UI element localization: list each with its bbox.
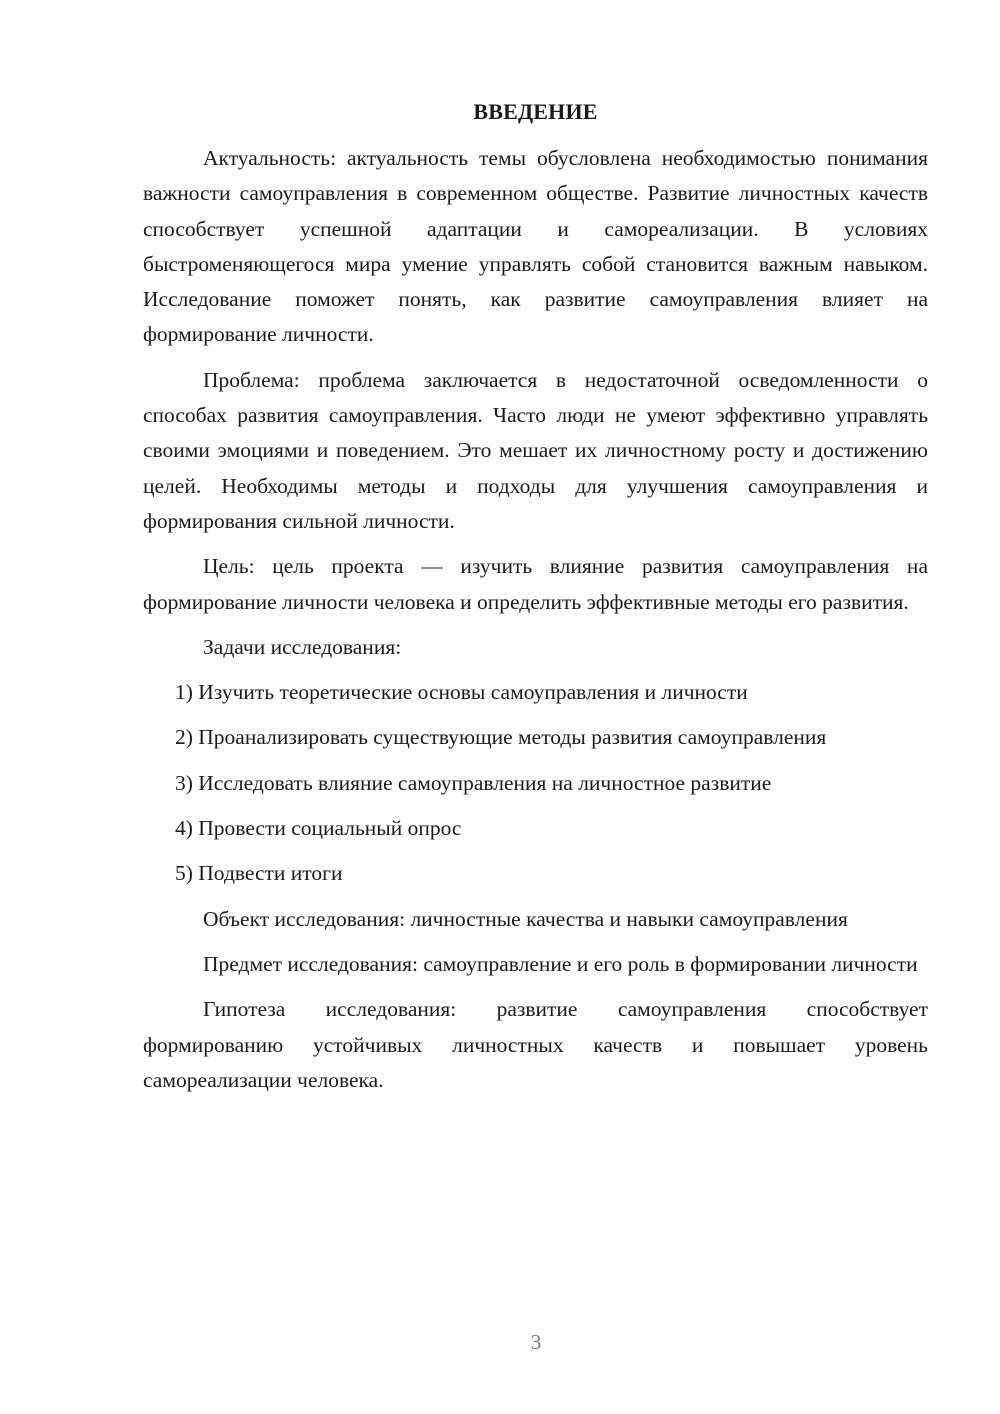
paragraph-object: Объект исследования: личностные качества и навыки самоуправления <box>203 906 848 931</box>
task-item-1: 1) Изучить теоретические основы самоуправления и личности <box>175 680 748 705</box>
task-item-4: 4) Провести социальный опрос <box>175 816 462 841</box>
page-number: 3 <box>530 1330 542 1354</box>
paragraph-hypothesis: Гипотеза исследования: развитие самоуправления способствует формированию устойчивых личностных качеств и повышает уровень самореализации человека. <box>143 997 928 1092</box>
paragraph-goal: Цель: цель проекта — изучить влияние развития самоуправления на формирование личности человека и определить эффективные методы его развития. <box>143 554 928 614</box>
task-item-3: 3) Исследовать влияние самоуправления на личностное развитие <box>175 770 772 795</box>
section-title: ВВЕДЕНИЕ <box>473 99 598 124</box>
paragraph-problem: Проблема: проблема заключается в недостаточной осведомленности о способах развития самоуправления. Часто люди не умеют эффективно управлять своими эмоциями и поведением. Это мешает их личностному росту и достижению целей. Необходимы методы и подходы для улучшения самоуправления и формирования сильной личности. <box>143 367 928 533</box>
task-item-2: 2) Проанализировать существующие методы развития самоуправления <box>175 725 827 750</box>
task-item-5: 5) Подвести итоги <box>175 861 343 886</box>
page-content <box>143 94 928 1108</box>
paragraph-relevance: Актуальность: актуальность темы обусловлена необходимостью понимания важности самоуправления в современном обществе. Развитие личностных качеств способствует успешной адаптации и самореализации. В условиях быстроменяющегося мира умение управлять собой становится важным навыком. Исследование поможет понять, как развитие самоуправления влияет на формирование личности. <box>143 146 928 347</box>
tasks-heading: Задачи исследования: <box>203 634 402 659</box>
paragraph-subject: Предмет исследования: самоуправление и его роль в формировании личности <box>203 951 918 976</box>
